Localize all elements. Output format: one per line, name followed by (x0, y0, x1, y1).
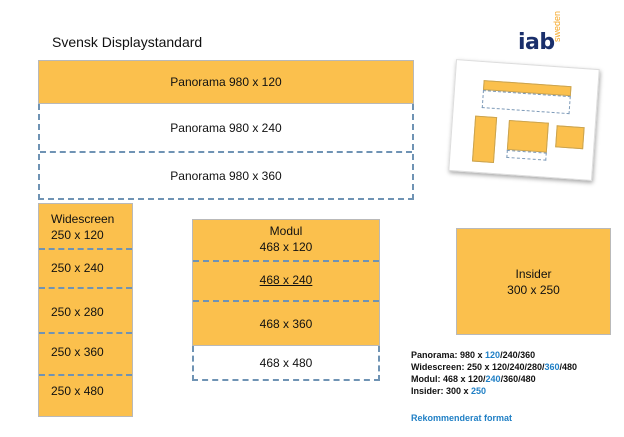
thumb-insider (555, 125, 584, 149)
panorama-120-box (38, 60, 414, 104)
insider-heading: Insider (515, 266, 552, 281)
modul-468x120: 468 x 120 (259, 240, 313, 254)
panorama-360-label: Panorama 980 x 360 (170, 168, 282, 183)
widescreen-divider (39, 332, 132, 334)
iab-sweden-logo (518, 10, 566, 55)
modul-480-box (192, 346, 380, 381)
logo-subtext: sweden (552, 10, 562, 42)
panorama-120-label: Panorama 980 x 120 (170, 75, 282, 89)
modul-divider (193, 260, 379, 262)
modul-divider (193, 300, 379, 302)
panorama-240-label: Panorama 980 x 240 (170, 120, 282, 135)
widescreen-250x240: 250 x 240 (51, 261, 104, 275)
widescreen-divider (39, 248, 132, 250)
panorama-240-area (40, 104, 412, 151)
widescreen-divider (39, 374, 132, 376)
widescreen-250x120: 250 x 120 (51, 228, 104, 242)
panorama-360-area (40, 153, 412, 198)
widescreen-heading: Widescreen (51, 212, 115, 226)
thumb-widescreen (472, 116, 497, 163)
thumb-modul-ext (506, 150, 546, 161)
thumb-modul (507, 120, 549, 153)
modul-120-area (193, 240, 379, 254)
format-legend (411, 349, 577, 397)
layout-thumbnail (448, 59, 599, 181)
page-title: Svensk Displaystandard (52, 34, 203, 50)
widescreen-box (38, 203, 133, 417)
modul-box (192, 219, 380, 346)
legend-modul: Modul: 468 x 120/240/360/480 (411, 374, 536, 384)
modul-468x480: 468 x 480 (259, 355, 313, 370)
recommended-format-note: Rekommenderat format (411, 413, 513, 423)
modul-heading-area (193, 224, 379, 238)
modul-360-area (193, 310, 379, 338)
modul-240-area (193, 266, 379, 294)
modul-468x360: 468 x 360 (259, 317, 313, 331)
insider-box (456, 228, 611, 335)
widescreen-250x280: 250 x 280 (51, 305, 104, 319)
logo-text: iab (518, 30, 555, 55)
panorama-extension-box (38, 104, 414, 200)
widescreen-250x360: 250 x 360 (51, 345, 104, 359)
legend-widescreen: Widescreen: 250 x 120/240/280/360/480 (411, 362, 578, 372)
insider-size: 300 x 250 (507, 282, 560, 297)
widescreen-divider (39, 287, 132, 289)
modul-468x240: 468 x 240 (259, 273, 313, 287)
modul-heading: Modul (269, 224, 303, 238)
legend-panorama: Panorama: 980 x 120/240/360 (411, 350, 536, 360)
legend-insider: Insider: 300 x 250 (411, 386, 487, 396)
widescreen-250x480: 250 x 480 (51, 384, 104, 398)
